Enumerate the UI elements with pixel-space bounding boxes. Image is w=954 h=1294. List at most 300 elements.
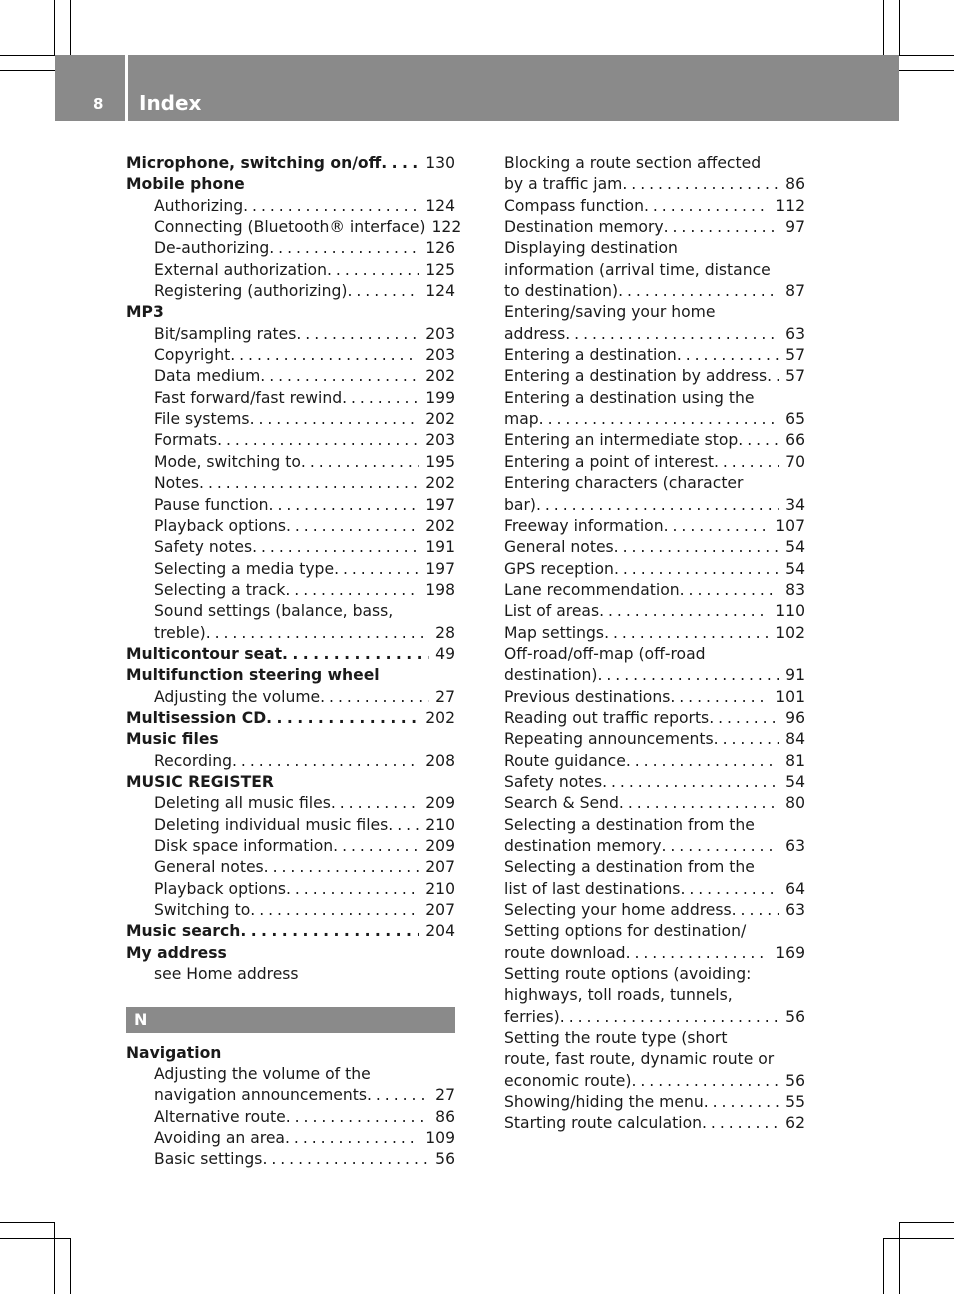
index-entry (126, 1064, 455, 1085)
page-reference: 203 (425, 324, 455, 343)
entry-text: route download (504, 943, 626, 962)
page-reference: 112 (775, 196, 805, 215)
index-entry (126, 473, 455, 494)
entry-text: Mobile phone (126, 175, 245, 194)
entry-text: Fast forward/fast rewind (154, 388, 343, 407)
index-heading (126, 708, 455, 729)
dot-leader (565, 324, 779, 345)
entry-text: My address (126, 943, 227, 962)
crop-mark (899, 0, 900, 55)
entry-text: route, fast route, dynamic route or (504, 1050, 775, 1069)
page-reference: 102 (775, 623, 805, 642)
index-heading (126, 1043, 455, 1064)
crop-mark (899, 1222, 954, 1223)
page-reference: 54 (785, 538, 805, 557)
index-entry (504, 495, 805, 516)
entry-text: Entering a point of interest (504, 452, 714, 471)
entry-text: by a traffic jam (504, 175, 623, 194)
page-reference: 86 (435, 1107, 455, 1126)
entry-text: De-authorizing (154, 239, 270, 258)
page-reference: 126 (425, 239, 455, 258)
entry-text: Entering an intermediate stop (504, 431, 739, 450)
index-entry (126, 388, 455, 409)
dot-leader (560, 1007, 779, 1028)
entry-text: Entering characters (character (504, 474, 744, 493)
index-entry (504, 665, 805, 686)
index-entry (126, 430, 455, 451)
entry-text: Map settings (504, 623, 605, 642)
page-reference: 56 (435, 1150, 455, 1169)
entry-text: Entering a destination by address (504, 367, 768, 386)
dot-leader (320, 687, 429, 708)
index-entry (504, 153, 805, 174)
entry-text: bar) (504, 495, 536, 514)
dot-leader (266, 708, 419, 729)
entry-text: map (504, 410, 539, 429)
entry-text: Repeating announcements (504, 730, 714, 749)
index-heading (126, 665, 455, 686)
dot-leader (622, 174, 779, 195)
index-entry (126, 1149, 455, 1170)
dot-leader (334, 559, 419, 580)
entry-text: Setting options for destination/ (504, 922, 747, 941)
crop-mark (0, 70, 55, 71)
entry-text: Registering (authorizing) (154, 282, 348, 301)
index-entry (126, 836, 455, 857)
index-heading (126, 302, 455, 323)
entry-text: Setting the route type (short (504, 1029, 728, 1048)
index-heading (126, 644, 455, 665)
index-entry (504, 1007, 805, 1028)
dot-leader (704, 1092, 779, 1113)
dot-leader (252, 537, 419, 558)
entry-text: address (504, 324, 566, 343)
dot-leader (250, 409, 420, 430)
dot-leader (217, 430, 419, 451)
page-reference: 101 (775, 687, 805, 706)
entry-text: Selecting a track (154, 580, 286, 599)
crop-mark (883, 0, 884, 55)
dot-leader (661, 836, 779, 857)
page-reference: 109 (425, 1129, 455, 1148)
index-column-left (126, 153, 462, 1171)
index-entry (504, 964, 805, 985)
entry-text: Bit/sampling rates (154, 324, 297, 343)
page-reference: 191 (425, 538, 455, 557)
dot-leader (597, 665, 779, 686)
index-heading (126, 943, 455, 964)
index-entry (126, 281, 455, 302)
index-entry (504, 900, 805, 921)
crop-mark (0, 1222, 55, 1223)
index-entry (504, 601, 805, 622)
dot-leader (677, 345, 779, 366)
index-entry (126, 1107, 455, 1128)
entry-text: Disk space information (154, 837, 334, 855)
page-reference: 198 (425, 580, 455, 599)
page-reference: 83 (785, 580, 805, 599)
dot-leader (230, 345, 419, 366)
page-reference: 63 (785, 324, 805, 343)
index-entry (504, 751, 805, 772)
index-entry (504, 345, 805, 366)
index-entry (504, 174, 805, 195)
index-entry (126, 1085, 455, 1106)
dot-leader (702, 1113, 779, 1134)
entry-text: see Home address (154, 965, 299, 984)
page-reference: 49 (435, 644, 455, 663)
entry-text: Starting route calculation (504, 1114, 702, 1133)
page-reference: 203 (425, 346, 455, 365)
crop-mark (54, 1222, 55, 1294)
entry-text: Pause function (154, 495, 269, 514)
page-reference: 87 (785, 282, 805, 301)
page-reference: 86 (785, 175, 805, 194)
index-heading (126, 772, 455, 793)
dot-leader (631, 1071, 779, 1092)
page-reference: 125 (425, 260, 455, 279)
dot-leader (286, 879, 419, 900)
entry-text: Alternative route (154, 1107, 286, 1126)
index-entry (504, 921, 805, 942)
dot-leader (670, 687, 769, 708)
entry-text: destination) (504, 666, 598, 685)
dot-leader (536, 495, 779, 516)
dot-leader (286, 1107, 429, 1128)
crop-mark (883, 1238, 884, 1294)
dot-leader (709, 708, 779, 729)
entry-text: highways, toll roads, tunnels, (504, 986, 733, 1005)
index-entry (504, 729, 805, 750)
section-letter-bar: N (126, 1007, 455, 1033)
index-entry (126, 793, 455, 814)
index-entry (126, 366, 455, 387)
index-entry (126, 900, 455, 921)
entry-text: Mode, switching to (154, 452, 301, 471)
index-entry (126, 345, 455, 366)
dot-leader (296, 324, 419, 345)
page-title: Index (139, 91, 202, 115)
dot-leader (269, 238, 419, 259)
index-entry (504, 281, 805, 302)
dot-leader (664, 217, 780, 238)
index-heading (126, 174, 455, 195)
entry-text: Deleting individual music files (154, 815, 389, 834)
index-entry (504, 772, 805, 793)
page-reference: 70 (785, 452, 805, 471)
page-reference: 209 (425, 794, 455, 813)
crop-mark (0, 55, 55, 56)
entry-text: Copyright (154, 346, 231, 365)
index-entry (504, 324, 805, 345)
page-reference: 63 (785, 901, 805, 920)
entry-text: MP3 (126, 303, 164, 322)
index-entry (504, 1113, 805, 1134)
index-entry (504, 815, 805, 836)
index-heading (126, 921, 455, 942)
dot-leader (262, 1149, 429, 1170)
entry-text: Search & Send (504, 794, 619, 813)
entry-text: Route guidance (504, 751, 626, 770)
page-reference: 91 (785, 666, 805, 685)
entry-text: treble) (154, 623, 206, 642)
page-reference: 202 (425, 474, 455, 493)
dot-leader (614, 559, 779, 580)
index-entry (504, 217, 805, 238)
index-entry (126, 623, 455, 644)
crop-mark (899, 1222, 900, 1294)
entry-text: Showing/hiding the menu (504, 1093, 704, 1112)
index-entry (504, 857, 805, 878)
index-entry (504, 1092, 805, 1113)
index-entry (504, 388, 805, 409)
page-reference: 204 (425, 922, 455, 941)
dot-leader (388, 815, 419, 836)
page-reference: 169 (775, 943, 805, 962)
page-reference: 27 (435, 687, 455, 706)
index-entry (504, 879, 805, 900)
entry-text: List of areas (504, 602, 600, 621)
index-entry (504, 430, 805, 451)
index-entry (126, 815, 455, 836)
index-entry (504, 580, 805, 601)
index-entry (504, 793, 805, 814)
entry-text: Sound settings (balance, bass, (154, 602, 394, 621)
page-reference: 202 (425, 367, 455, 386)
dot-leader (285, 1128, 419, 1149)
index-entry (504, 196, 805, 217)
page-reference: 56 (785, 1071, 805, 1090)
page-reference: 64 (785, 879, 805, 898)
entry-text: Microphone, switching on/off (126, 154, 382, 172)
crop-mark (0, 1238, 71, 1239)
entry-text: General notes (504, 538, 614, 557)
entry-text: Playback options (154, 516, 286, 535)
index-entry (504, 644, 805, 665)
entry-text: Music files (126, 730, 219, 749)
index-entry (504, 516, 805, 537)
entry-text: Deleting all music files (154, 794, 331, 813)
entry-text: Freeway information (504, 516, 664, 535)
index-entry (126, 495, 455, 516)
dot-leader (301, 452, 419, 473)
index-entry (504, 708, 805, 729)
dot-leader (381, 153, 419, 174)
index-entry (504, 537, 805, 558)
index-entry (126, 409, 455, 430)
entry-text: Selecting a media type (154, 559, 335, 578)
index-entry (126, 580, 455, 601)
index-entry (504, 302, 805, 323)
index-entry (126, 238, 455, 259)
entry-text: Connecting (Bluetooth® interface) (154, 218, 426, 237)
page-reference: 96 (785, 708, 805, 727)
entry-text: Entering/saving your home (504, 303, 716, 322)
dot-leader (264, 857, 420, 878)
page-reference: 97 (785, 218, 805, 237)
entry-text: File systems (154, 410, 250, 429)
page-number: 8 (93, 95, 104, 113)
index-entry (504, 260, 805, 281)
entry-text: information (arrival time, distance (504, 260, 771, 279)
entry-text: navigation announcements (154, 1086, 367, 1105)
index-entry (504, 1071, 805, 1092)
entry-text: Music search (126, 922, 241, 941)
page-reference: 122 (431, 218, 462, 237)
dot-leader (539, 409, 780, 430)
page-reference: 34 (785, 495, 805, 514)
index-entry (126, 857, 455, 878)
page-reference: 63 (785, 837, 805, 855)
page-reference: 27 (435, 1086, 455, 1105)
entry-text: Off-road/off-map (off-road (504, 644, 706, 663)
page-reference: 199 (425, 388, 455, 407)
dot-leader (732, 900, 780, 921)
index-entry (126, 452, 455, 473)
page-reference: 124 (425, 282, 455, 301)
index-entry (126, 601, 455, 622)
page-reference: 57 (785, 346, 805, 365)
page-reference: 55 (785, 1093, 805, 1112)
entry-text: Formats (154, 431, 218, 450)
page-reference: 197 (425, 495, 455, 514)
entry-text: Selecting a destination from the (504, 858, 755, 877)
dot-leader (618, 281, 779, 302)
index-entry (504, 473, 805, 494)
entry-text: Avoiding an area (154, 1129, 285, 1148)
index-entry (126, 324, 455, 345)
entry-text: MUSIC REGISTER (126, 772, 274, 791)
entry-text: Previous destinations (504, 687, 671, 706)
entry-text: Selecting your home address (504, 901, 732, 920)
index-entry (504, 943, 805, 964)
entry-text: Data medium (154, 367, 261, 386)
index-entry (504, 366, 805, 387)
index-entry (504, 687, 805, 708)
index-entry (504, 1028, 805, 1049)
page-reference: 66 (785, 431, 805, 450)
dot-leader (333, 836, 419, 857)
entry-text: to destination) (504, 282, 619, 301)
entry-text: economic route) (504, 1071, 632, 1090)
page-reference: 80 (785, 794, 805, 813)
dot-leader (347, 281, 419, 302)
page-reference: 28 (435, 623, 455, 642)
page-reference: 202 (425, 708, 455, 727)
index-entry (504, 836, 805, 857)
page-reference: 210 (425, 879, 455, 898)
entry-text: Multisession CD (126, 708, 267, 727)
index-entry (504, 409, 805, 430)
entry-text: Safety notes (154, 538, 253, 557)
page-reference: 110 (775, 602, 805, 621)
index-entry (126, 217, 462, 238)
page-reference: 124 (425, 196, 455, 215)
page-reference: 202 (425, 516, 455, 535)
crop-mark (70, 1238, 71, 1294)
dot-leader (614, 537, 779, 558)
index-heading (126, 729, 455, 750)
index-entry (504, 1049, 805, 1070)
entry-text: GPS reception (504, 559, 614, 578)
page-reference: 209 (425, 837, 455, 855)
dot-leader (626, 751, 779, 772)
dot-leader (285, 580, 419, 601)
index-entry (126, 964, 455, 985)
dot-leader (680, 580, 780, 601)
entry-text: Notes (154, 474, 200, 493)
page-reference: 81 (785, 751, 805, 770)
index-entry (504, 985, 805, 1006)
index-entry (126, 751, 455, 772)
page-reference: 207 (425, 901, 455, 920)
entry-text: destination memory (504, 837, 662, 855)
header-divider (125, 55, 128, 121)
page-reference: 130 (425, 154, 455, 172)
entry-text: ferries) (504, 1007, 560, 1026)
dot-leader (240, 921, 419, 942)
index-entry (126, 559, 455, 580)
index-list-m (126, 153, 462, 985)
dot-leader (199, 473, 419, 494)
entry-text: Multifunction steering wheel (126, 666, 380, 685)
crop-mark (899, 70, 954, 71)
entry-text: Destination memory (504, 218, 664, 237)
dot-leader (367, 1085, 429, 1106)
index-entry (504, 559, 805, 580)
dot-leader (243, 196, 419, 217)
entry-text: Compass function (504, 196, 644, 215)
entry-text: Entering a destination (504, 346, 677, 365)
crop-mark (899, 55, 954, 56)
index-heading (126, 153, 455, 174)
crop-mark (70, 0, 71, 55)
dot-leader (286, 516, 419, 537)
page-reference: 84 (785, 730, 805, 749)
entry-text: Authorizing (154, 196, 244, 215)
page-reference: 208 (425, 751, 455, 770)
entry-text: Switching to (154, 901, 251, 920)
entry-text: list of last destinations (504, 879, 681, 898)
entry-text: Playback options (154, 879, 286, 898)
dot-leader (714, 452, 779, 473)
page-reference: 54 (785, 772, 805, 791)
entry-text: Reading out traffic reports (504, 708, 710, 727)
dot-leader (327, 260, 419, 281)
entry-text: Safety notes (504, 772, 603, 791)
crop-mark (54, 0, 55, 55)
entry-text: Recording (154, 751, 232, 770)
entry-text: Setting route options (avoiding: (504, 965, 752, 984)
dot-leader (714, 729, 779, 750)
dot-leader (767, 366, 779, 387)
index-column-right (504, 153, 805, 1135)
dot-leader (602, 772, 779, 793)
page-reference: 56 (785, 1007, 805, 1026)
dot-leader (626, 943, 770, 964)
dot-leader (644, 196, 769, 217)
entry-text: Basic settings (154, 1150, 263, 1169)
index-entry (126, 879, 455, 900)
entry-text: Blocking a route section affected (504, 154, 762, 172)
dot-leader (619, 793, 779, 814)
dot-leader (599, 601, 769, 622)
index-entry (126, 537, 455, 558)
index-entry (504, 238, 805, 259)
page-reference: 203 (425, 431, 455, 450)
dot-leader (206, 623, 429, 644)
page-reference: 57 (785, 367, 805, 386)
